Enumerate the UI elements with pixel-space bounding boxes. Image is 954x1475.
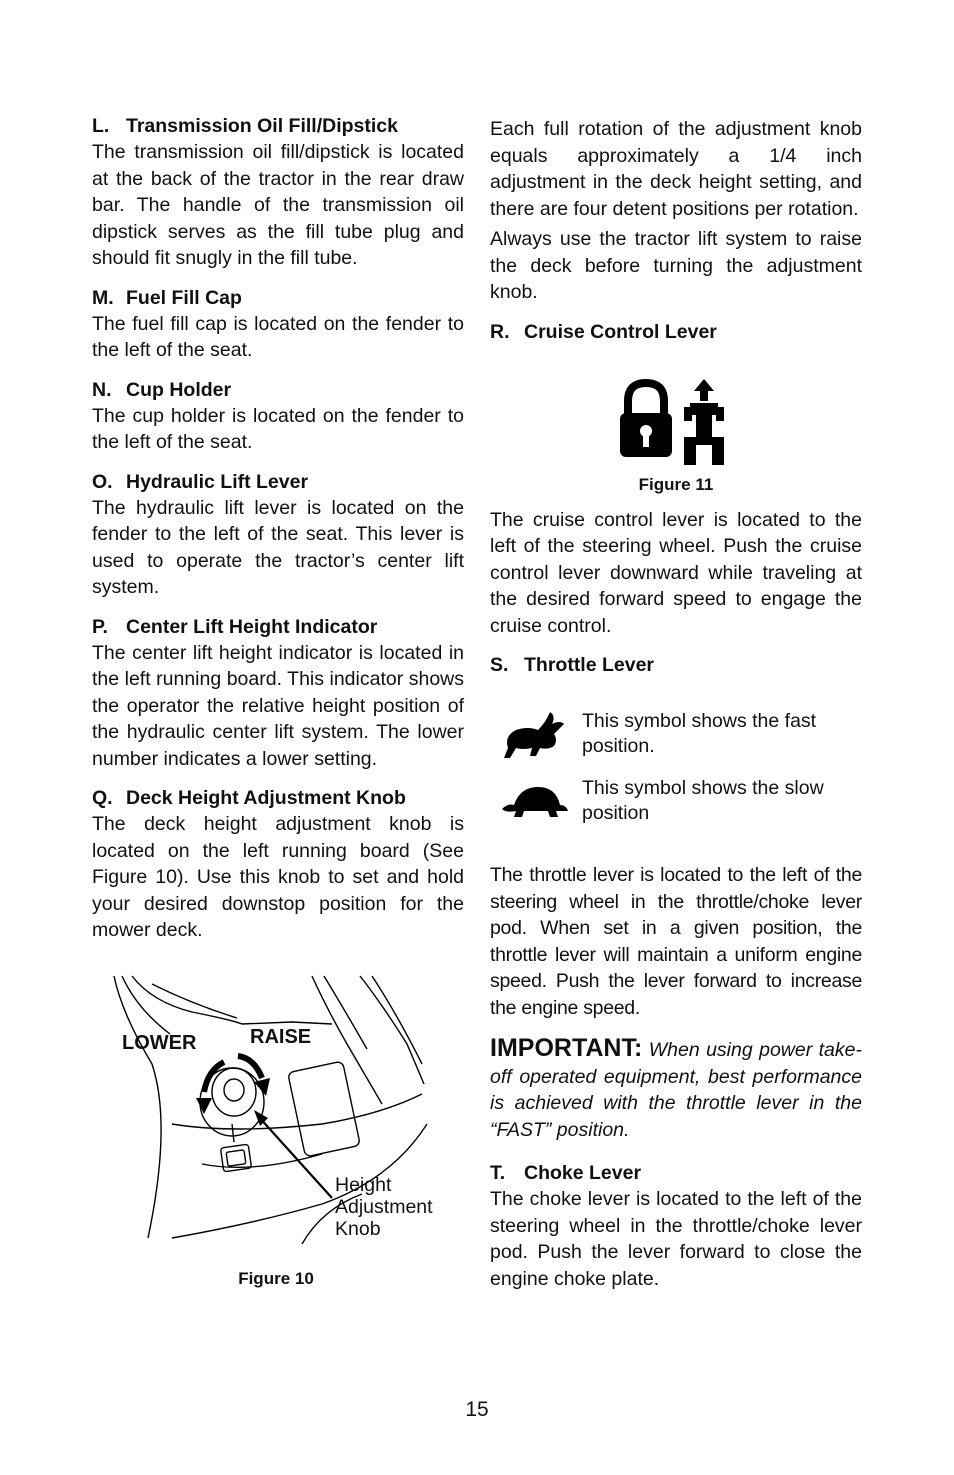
left-column [92, 114, 464, 1289]
section-o-heading: O. Hydraulic Lift Lever [92, 470, 309, 493]
section-q [92, 786, 464, 944]
section-n-body: The cup holder is located on the fender to the left of the seat. [92, 404, 464, 453]
lower-label: LOWER [122, 1031, 197, 1054]
section-q-continued-1: Each full rotation of the adjustment knob equals approximately a 1/4 inch adjustment in the deck height setting, and there are four detent positions per rotation. [490, 118, 862, 220]
raise-label: RAISE [250, 1025, 312, 1048]
turtle-icon [500, 781, 568, 821]
important-text: When using power take-off operated equipment, best performance is achieved with the throttle lever in the “FAST” position. [490, 1039, 862, 1141]
section-r-body: The cruise control lever is located to the left of the steering wheel. Push the cruise control lever downward while traveling at the desired forward speed to engage the cruise control. [490, 508, 862, 637]
section-l [92, 114, 464, 272]
section-m [92, 286, 464, 364]
section-p-heading: P. Center Lift Height Indicator [92, 615, 378, 638]
section-q-heading: Q. Deck Height Adjustment Knob [92, 787, 406, 809]
cruise-lock-tractor-icon [618, 379, 748, 475]
section-p [92, 615, 464, 773]
section-o [92, 470, 464, 601]
section-m-heading: M. Fuel Fill Cap [92, 286, 242, 309]
slow-symbol-row [500, 776, 862, 826]
section-q-body: The deck height adjustment knob is located on the left running board (See Figure 10). Use this knob to set and hold your desired downstop position for the mower deck. [92, 813, 464, 941]
section-s-heading: S. Throttle Lever [490, 654, 655, 676]
fast-symbol-text: This symbol shows the fast position. [582, 710, 817, 757]
section-q-continued-2: Always use the tractor lift system to raise the deck before turning the adjustment knob. [490, 228, 862, 303]
rabbit-icon [500, 706, 568, 762]
section-t-heading: T. Choke Lever [490, 1162, 642, 1184]
fast-symbol-row [500, 706, 862, 762]
important-note [490, 1035, 862, 1143]
figure-11-caption: Figure 11 [638, 474, 714, 494]
page-number: 15 [465, 1398, 489, 1421]
section-l-heading: L. Transmission Oil Fill/Dipstick [92, 115, 398, 137]
right-column [490, 114, 862, 1306]
section-p-body: The center lift height indicator is located in the left running board. This indicator shows the operator the relative height position of the hydraulic center lift system. The lower number indicates a lower setting. [92, 641, 464, 770]
section-s [490, 653, 862, 1021]
section-n [92, 378, 464, 456]
section-t-body: The choke lever is located to the left of the steering wheel in the throttle/choke lever pod. Push the lever forward to close the engine choke plate. [490, 1188, 862, 1290]
figure-11 [490, 345, 862, 475]
section-m-body: The fuel fill cap is located on the fender to the left of the seat. [92, 312, 464, 361]
section-n-heading: N. Cup Holder [92, 378, 232, 401]
important-label: IMPORTANT: [490, 1034, 643, 1062]
height-adjustment-knob-callout: Height Adjustment Knob [335, 1173, 433, 1240]
slow-symbol-text: This symbol shows the slow position [582, 777, 824, 824]
figure-10-caption: Figure 10 [238, 1268, 314, 1288]
section-r-heading: R. Cruise Control Lever [490, 320, 717, 343]
section-r [490, 320, 862, 640]
section-o-body: The hydraulic lift lever is located on the fender to the left of the seat. This lever is used to operate the tractor’s center lift system. [92, 496, 464, 598]
section-l-body: The transmission oil fill/dipstick is located at the back of the tractor in the rear draw bar. The handle of the transmission oil dipstick serves as the fill tube plug and should fit snugly in the fill tube. [92, 141, 464, 269]
section-s-body: The throttle lever is located to the left of the steering wheel in the throttle/choke lever pod. When set in a given position, the throttle lever will maintain a uniform engine speed. Push the lever forward to increase the engine speed. [490, 864, 862, 1019]
section-t [490, 1161, 862, 1292]
figure-10 [92, 974, 464, 1259]
